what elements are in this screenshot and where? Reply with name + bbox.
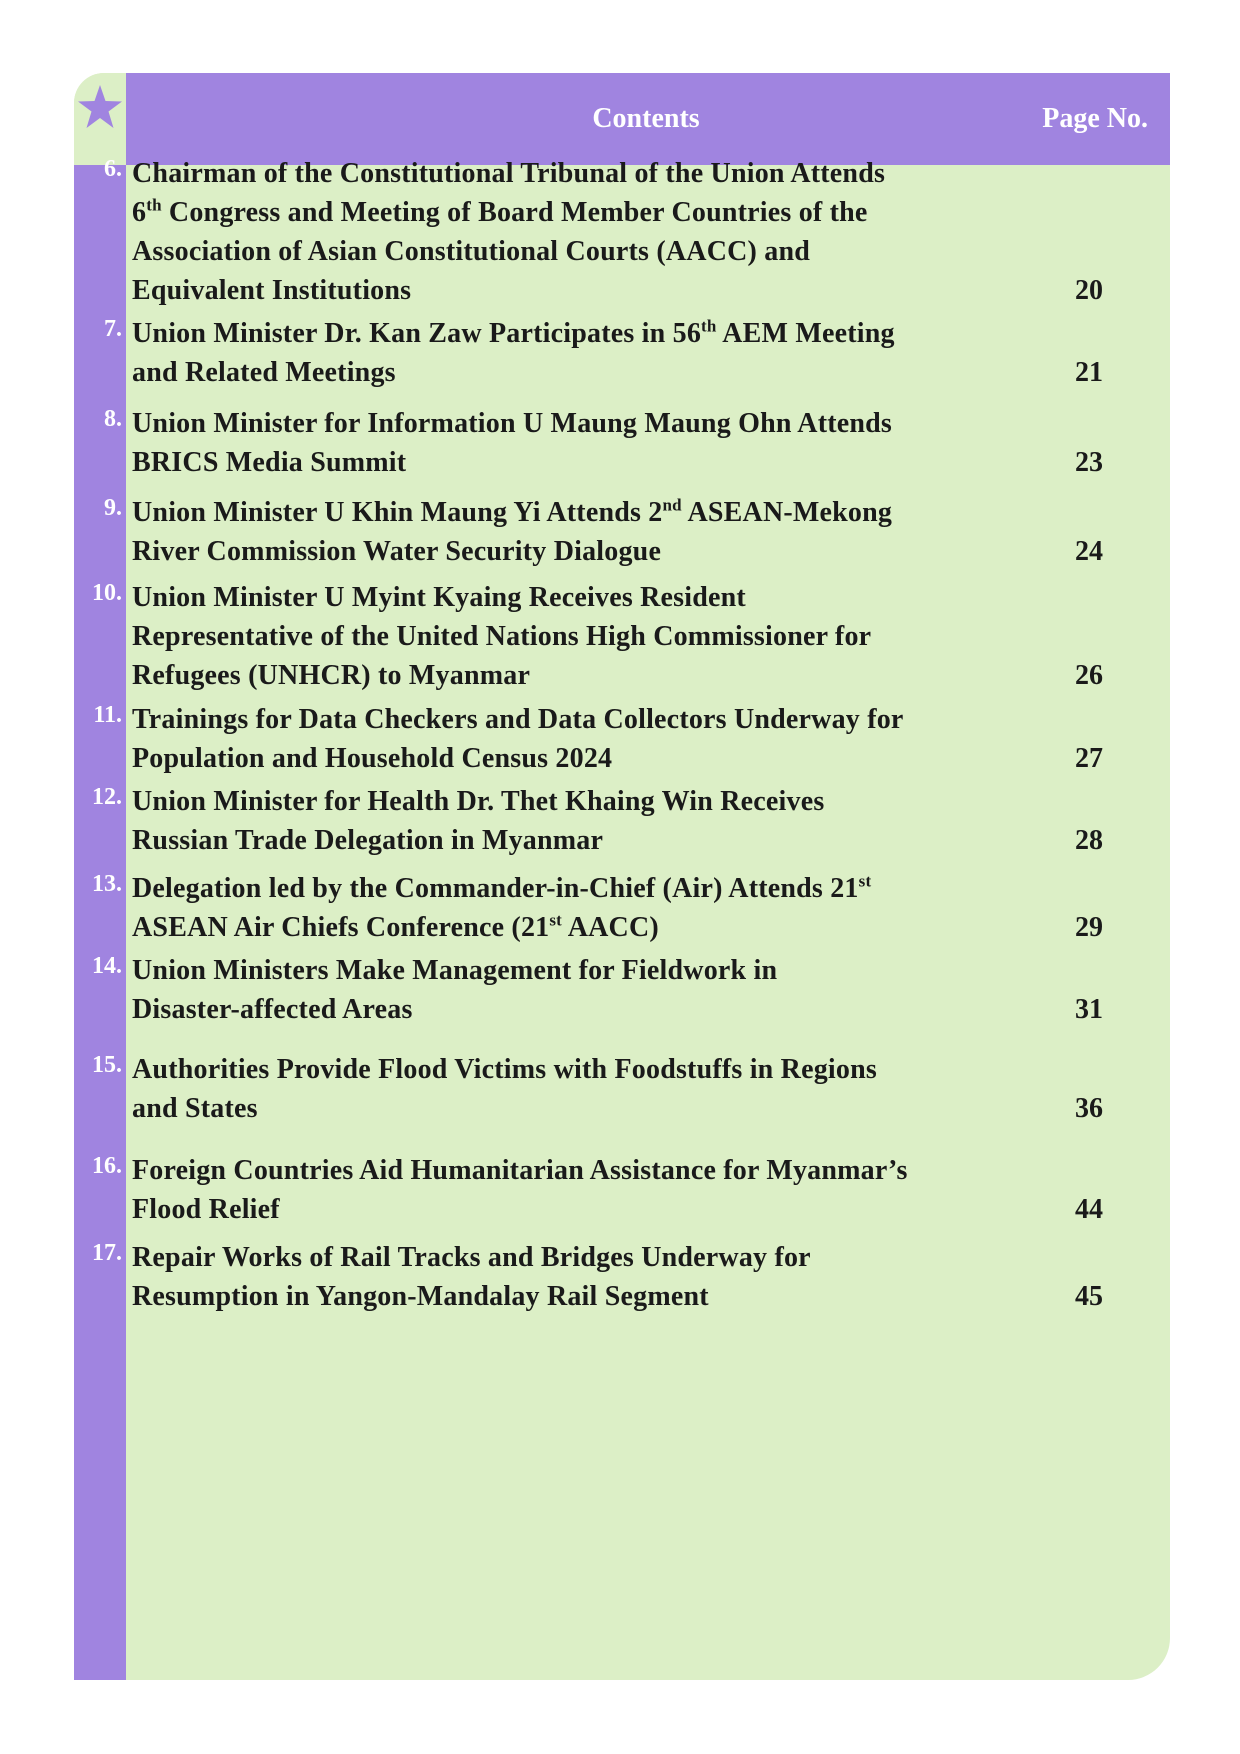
title-line: Disaster-affected Areas [132, 994, 413, 1025]
title-line: River Commission Water Security Dialogue [132, 536, 662, 567]
ordinal-suffix: th [701, 316, 717, 336]
entry-number: 8. [104, 406, 122, 432]
entry-page-number: 36 [1075, 1093, 1103, 1124]
title-line: Union Minister U Myint Kyaing Receives Resident [132, 582, 746, 613]
entry-title [132, 951, 1012, 1029]
title-line [132, 869, 1012, 908]
title-line [132, 908, 1012, 947]
title-line: Association of Asian Constitutional Courts (AACC) and [132, 236, 811, 267]
title-text: ASEAN Air Chiefs Conference (21 [132, 912, 550, 943]
entry-title [132, 1151, 1012, 1229]
title-text: 6 [132, 197, 147, 228]
title-line: Repair Works of Rail Tracks and Bridges Underway for [132, 1242, 811, 1273]
title-line [132, 493, 1012, 532]
entry-number: 14. [92, 953, 122, 979]
entry-page-number: 28 [1075, 825, 1103, 856]
entry-title [132, 1238, 1012, 1316]
ordinal-suffix: st [858, 871, 872, 891]
header-title: Contents [592, 103, 700, 134]
entry-number: 13. [92, 871, 122, 897]
title-line: Union Minister for Information U Maung Maung Ohn Attends [132, 408, 893, 439]
entry-page-number: 31 [1075, 994, 1103, 1025]
entry-number: 12. [92, 784, 122, 810]
title-line: BRICS Media Summit [132, 447, 407, 478]
contents-header [126, 73, 1170, 165]
entry-page-number: 45 [1075, 1281, 1103, 1312]
entry-page-number: 26 [1075, 660, 1103, 691]
entry-page-number: 27 [1075, 743, 1103, 774]
contents-panel [74, 73, 1170, 1680]
title-text: Union Minister Dr. Kan Zaw Participates in 56 [132, 318, 702, 349]
title-text: ASEAN-Mekong [681, 497, 893, 528]
entry-page-number: 44 [1075, 1194, 1103, 1225]
entry-title [132, 578, 1012, 695]
entry-number: 10. [92, 580, 122, 606]
entry-page-number: 20 [1075, 275, 1103, 306]
title-line [132, 314, 1012, 353]
entry-number: 9. [104, 495, 122, 521]
entry-title [132, 493, 1012, 571]
entry-page-number: 23 [1075, 447, 1103, 478]
title-line: and Related Meetings [132, 357, 396, 388]
entry-number: 16. [92, 1153, 122, 1179]
title-line: Resumption in Yangon-Mandalay Rail Segment [132, 1281, 709, 1312]
title-line [132, 193, 1012, 232]
title-line: Foreign Countries Aid Humanitarian Assistance for Myanmar’s [132, 1155, 908, 1186]
title-line: Authorities Provide Flood Victims with Foodstuffs in Regions [132, 1054, 877, 1085]
title-text: Union Minister U Khin Maung Yi Attends 2 [132, 497, 663, 528]
star-icon [78, 83, 122, 131]
title-line: Chairman of the Constitutional Tribunal of the Union Attends [132, 158, 886, 189]
star-cell [74, 73, 126, 165]
entry-title [132, 1050, 1012, 1128]
ordinal-suffix: st [549, 910, 563, 930]
title-line: Flood Relief [132, 1194, 280, 1225]
title-text: Congress and Meeting of Board Member Countries of the [161, 197, 868, 228]
entry-title [132, 782, 1012, 860]
title-line: Refugees (UNHCR) to Myanmar [132, 660, 531, 691]
number-column-bar [74, 165, 126, 1680]
entry-page-number: 29 [1075, 912, 1103, 943]
title-line: Population and Household Census 2024 [132, 743, 613, 774]
title-line: Representative of the United Nations High Commissioner for [132, 621, 872, 652]
entry-number: 6. [104, 156, 122, 182]
entry-page-number: 24 [1075, 536, 1103, 567]
title-line: Equivalent Institutions [132, 275, 412, 306]
entry-title [132, 700, 1012, 778]
title-line: and States [132, 1093, 258, 1124]
title-text: AACC) [562, 912, 659, 943]
entry-title [132, 404, 1012, 482]
ordinal-suffix: th [146, 195, 162, 215]
title-line: Trainings for Data Checkers and Data Collectors Underway for [132, 704, 904, 735]
entry-number: 17. [92, 1240, 122, 1266]
entry-page-number: 21 [1075, 357, 1103, 388]
entry-number: 15. [92, 1052, 122, 1078]
entry-title [132, 314, 1012, 392]
title-text: Delegation led by the Commander-in-Chief (Air) Attends 21 [132, 873, 859, 904]
header-page-label: Page No. [1042, 103, 1148, 134]
title-line: Russian Trade Delegation in Myanmar [132, 825, 604, 856]
entry-title [132, 154, 1012, 310]
entry-number: 7. [104, 316, 122, 342]
entry-title [132, 869, 1012, 947]
title-line: Union Minister for Health Dr. Thet Khaing Win Receives [132, 786, 825, 817]
entry-number: 11. [93, 702, 122, 728]
ordinal-suffix: nd [662, 495, 682, 515]
title-text: AEM Meeting [716, 318, 895, 349]
title-line: Union Ministers Make Management for Fieldwork in [132, 955, 778, 986]
